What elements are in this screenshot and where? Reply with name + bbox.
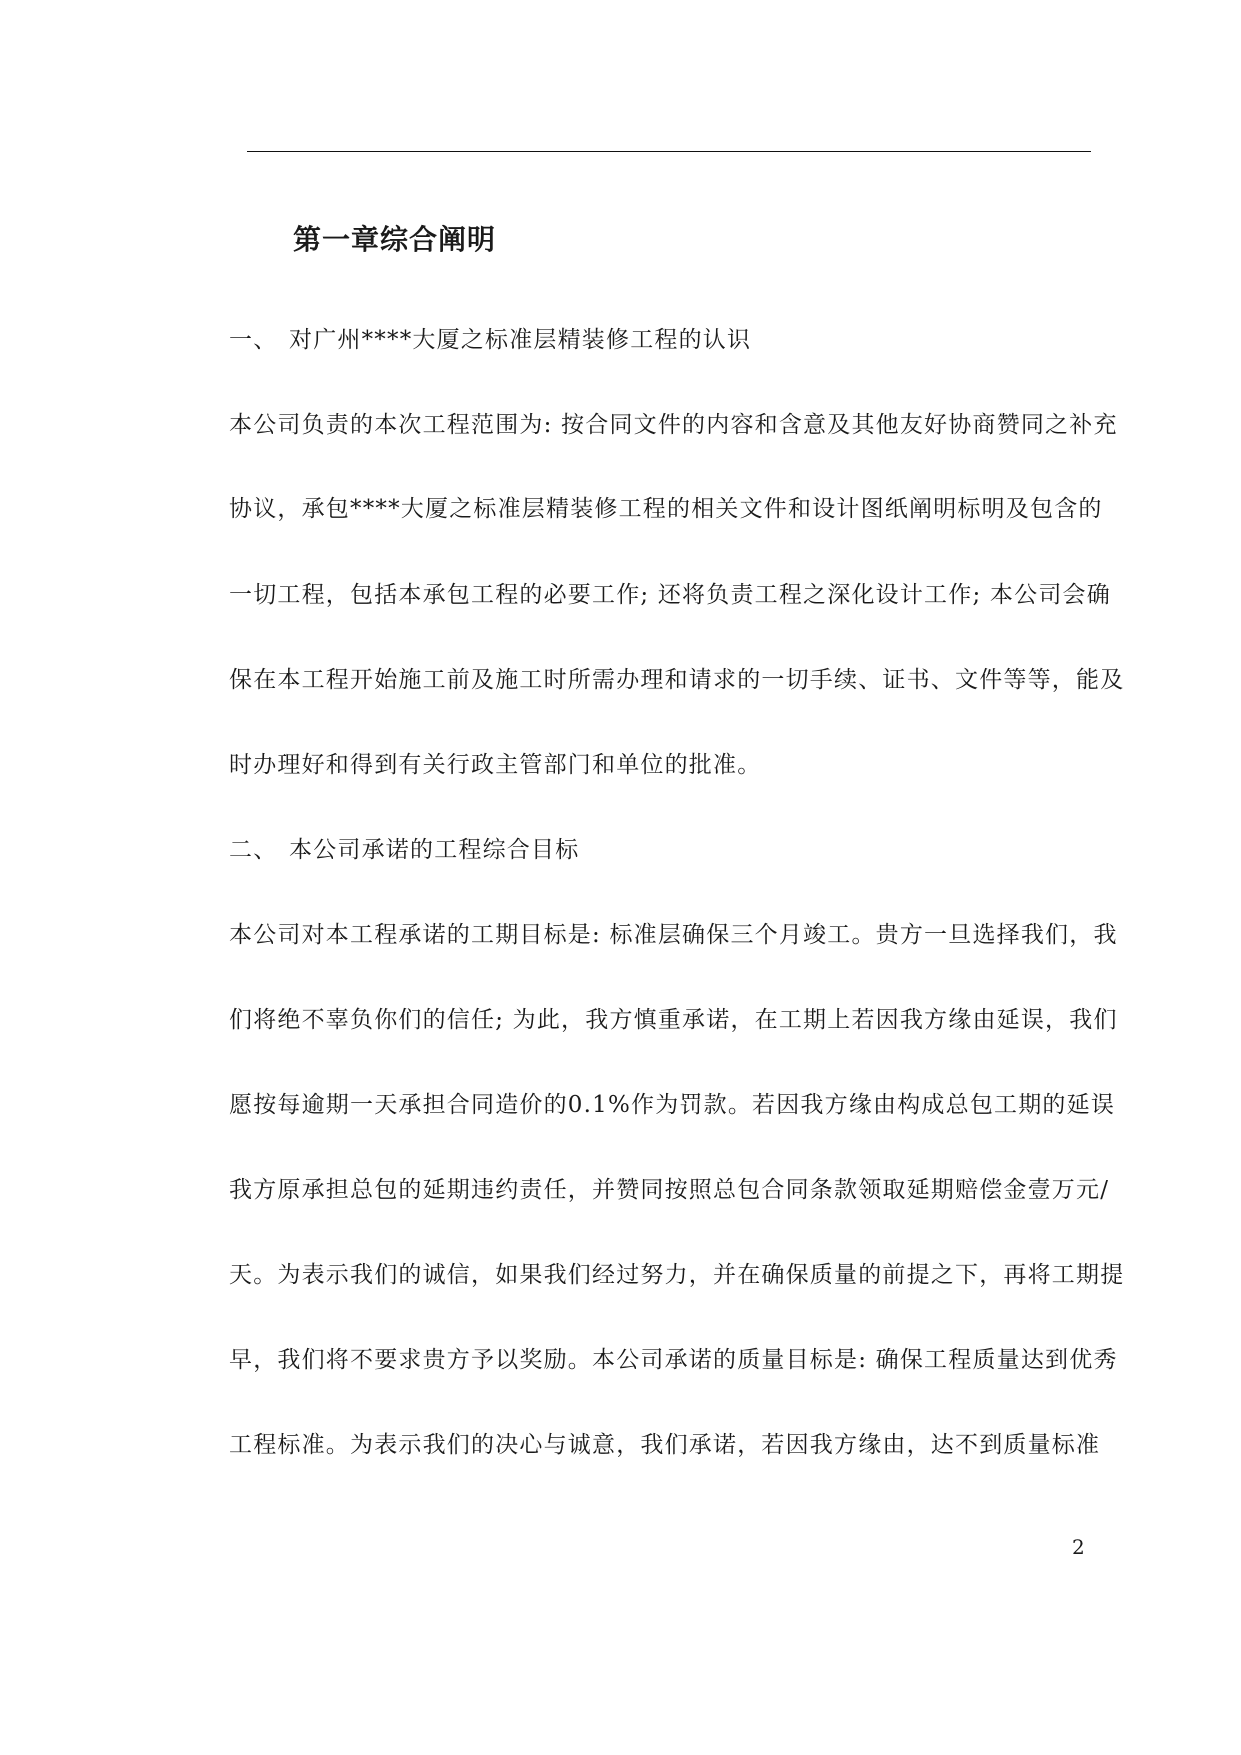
body-line: 协议，承包****大厦之标准层精装修工程的相关文件和设计图纸阐明标明及包含的 [229, 496, 1103, 522]
body-line: 天。为表示我们的诚信，如果我们经过努力，并在确保质量的前提之下，再将工期提 [229, 1262, 1125, 1288]
chapter-title: 第一章综合阐明 [293, 223, 497, 256]
body-line: 我方原承担总包的延期违约责任，并赞同按照总包合同条款领取延期赔偿金壹万元/ [229, 1177, 1110, 1203]
section-heading-1 [229, 325, 751, 355]
section-number: 一、 [229, 327, 278, 353]
section-heading-text: 本公司承诺的工程综合目标 [289, 837, 580, 863]
body-line: 一切工程，包括本承包工程的必要工作; 还将负责工程之深化设计工作; 本公司会确 [229, 582, 1111, 608]
body-line: 本公司负责的本次工程范围为: 按合同文件的内容和含意及其他友好协商赞同之补充 [229, 412, 1118, 438]
body-line: 早，我们将不要求贵方予以奖励。本公司承诺的质量目标是: 确保工程质量达到优秀 [229, 1347, 1118, 1373]
body-line: 们将绝不辜负你们的信任; 为此，我方慎重承诺，在工期上若因我方缘由延误，我们 [229, 1007, 1118, 1033]
page-number: 2 [1072, 1535, 1085, 1559]
body-line: 工程标准。为表示我们的决心与诚意，我们承诺，若因我方缘由，达不到质量标准 [229, 1432, 1101, 1458]
body-line: 时办理好和得到有关行政主管部门和单位的批准。 [229, 752, 762, 778]
body-line: 本公司对本工程承诺的工期目标是: 标准层确保三个月竣工。贵方一旦选择我们，我 [229, 922, 1118, 948]
body-line: 愿按每逾期一天承担合同造价的0.1%作为罚款。若因我方缘由构成总包工期的延误 [229, 1092, 1116, 1118]
section-heading-2 [229, 835, 579, 865]
section-number: 二、 [229, 837, 278, 863]
section-heading-text: 对广州****大厦之标准层精装修工程的认识 [289, 327, 752, 353]
header-rule [247, 151, 1091, 152]
body-line: 保在本工程开始施工前及施工时所需办理和请求的一切手续、证书、文件等等，能及 [229, 667, 1125, 693]
